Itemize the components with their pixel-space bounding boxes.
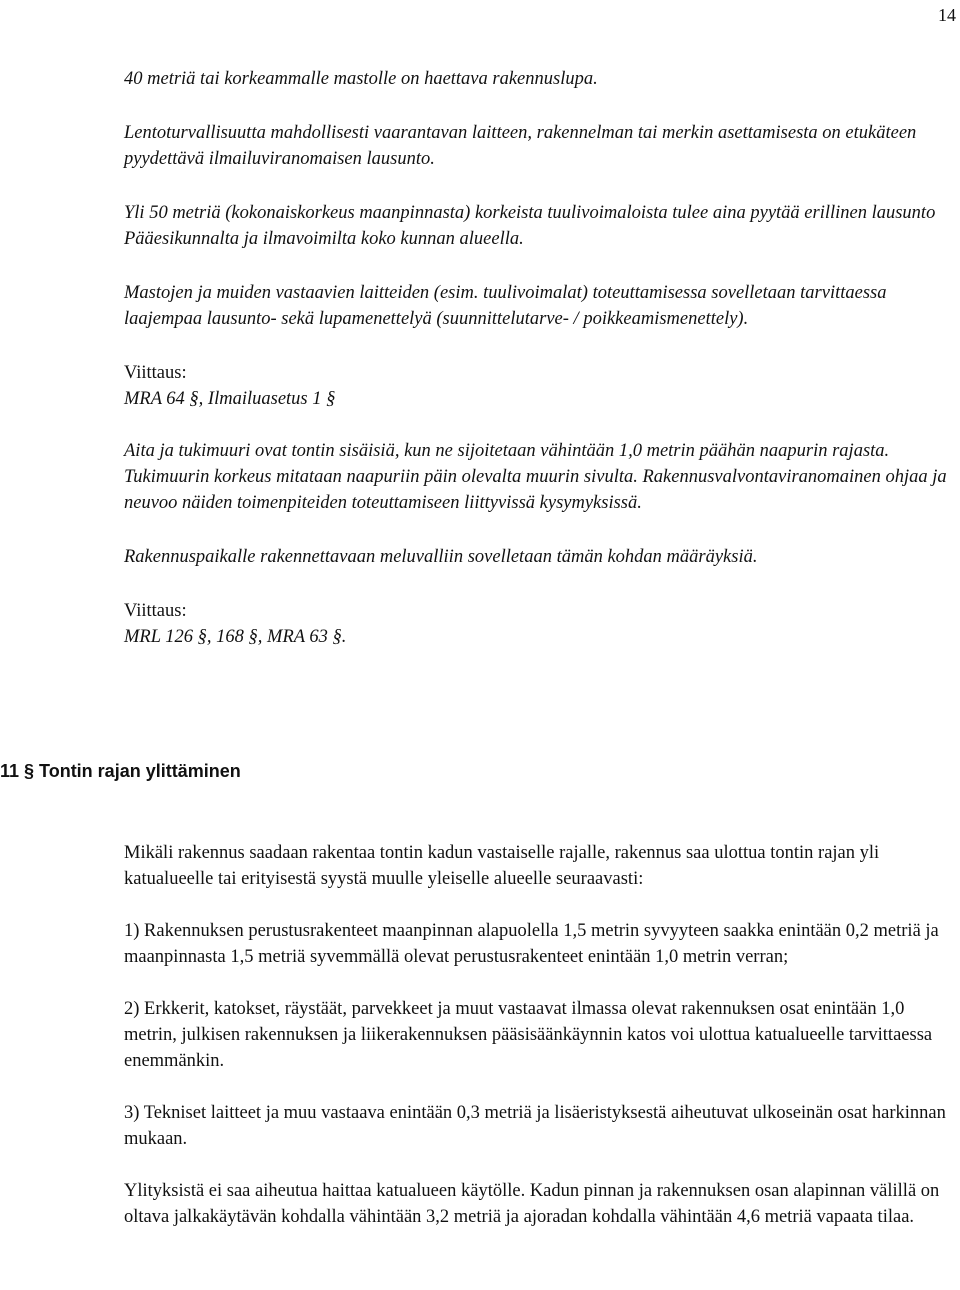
paragraph-aviation-safety: Lentoturvallisuutta mahdollisesti vaarantavan laitteen, rakennelman tai merkin asettamisesta on etukäteen pyydettävä ilmailuviranomaisen lausunto.: [124, 123, 917, 169]
paragraph-intro: Mikäli rakennus saadaan rakentaa tontin kadun vastaiselle rajalle, rakennus saa ulottua tontin rajan yli katualueelle tai erityisestä syystä muulle yleiselle alueelle seuraavasti:: [124, 843, 880, 889]
reference-text-1: MRA 64 §, Ilmailuasetus 1 §: [124, 389, 336, 409]
reference-text-2: MRL 126 §, 168 §, MRA 63 §.: [124, 627, 347, 647]
reference-label-2: Viittaus:: [124, 601, 187, 621]
paragraph-item-2: 2) Erkkerit, katokset, räystäät, parvekkeet ja muut vastaavat ilmassa olevat rakennuksen osat enintään 1,0 metrin, julkisen rakennuksen ja liikerakennuksen pääsisäänkäynnin katos voi ulottua katualueelle tarvittaessa enemmänkin.: [124, 999, 933, 1071]
paragraph-fence-wall: Aita ja tukimuuri ovat tontin sisäisiä, kun ne sijoitetaan vähintään 1,0 metrin päähän naapurin rajasta. Tukimuurin korkeus mitataan naapuriin päin olevalta muurin sivulta. Rakennusvalvontaviranomainen ohjaa ja neuvoo näiden toimenpiteiden toteuttamiseen liittyvissä kysymyksissä.: [124, 441, 947, 513]
paragraph-item-1: 1) Rakennuksen perustusrakenteet maanpinnan alapuolella 1,5 metrin syvyyteen saakka enintään 0,2 metriä ja maanpinnasta 1,5 metriä syvemmällä olevat perustusrakenteet enintään 1,0 metrin verran;: [124, 921, 939, 967]
section-body: [124, 840, 956, 1230]
italic-section: [124, 66, 956, 650]
paragraph-masts-procedure: Mastojen ja muiden vastaavien laitteiden (esim. tuulivoimalat) toteuttamisessa sovelletaan tarvittaessa laajempaa lausunto- sekä lupamenettelyä (suunnittelutarve- / poikkeamismenettely).: [124, 283, 887, 329]
page-number: 14: [938, 5, 956, 25]
section-heading: 11 § Tontin rajan ylittäminen: [0, 761, 241, 781]
paragraph-mast-permit: 40 metriä tai korkeammalle mastolle on haettava rakennuslupa.: [124, 69, 598, 89]
paragraph-clearance: Ylityksistä ei saa aiheutua haittaa katualueen käytölle. Kadun pinnan ja rakennuksen osan alapinnan välillä on oltava jalkakäytävän kohdalla vähintään 3,2 metriä ja ajoradan kohdalla vähintään 4,6 metriä vapaata tilaa.: [124, 1181, 940, 1227]
reference-label-1: Viittaus:: [124, 363, 187, 383]
paragraph-wind-turbines: Yli 50 metriä (kokonaiskorkeus maanpinnasta) korkeista tuulivoimaloista tulee aina pyytää erillinen lausunto Pääesikunnalta ja ilmavoimilta koko kunnan alueella.: [124, 203, 936, 249]
paragraph-noise-barrier: Rakennuspaikalle rakennettavaan meluvalliin sovelletaan tämän kohdan määräyksiä.: [124, 547, 758, 567]
paragraph-item-3: 3) Tekniset laitteet ja muu vastaava enintään 0,3 metriä ja lisäeristyksestä aiheutuvat ulkoseinän osat harkinnan mukaan.: [124, 1103, 946, 1149]
